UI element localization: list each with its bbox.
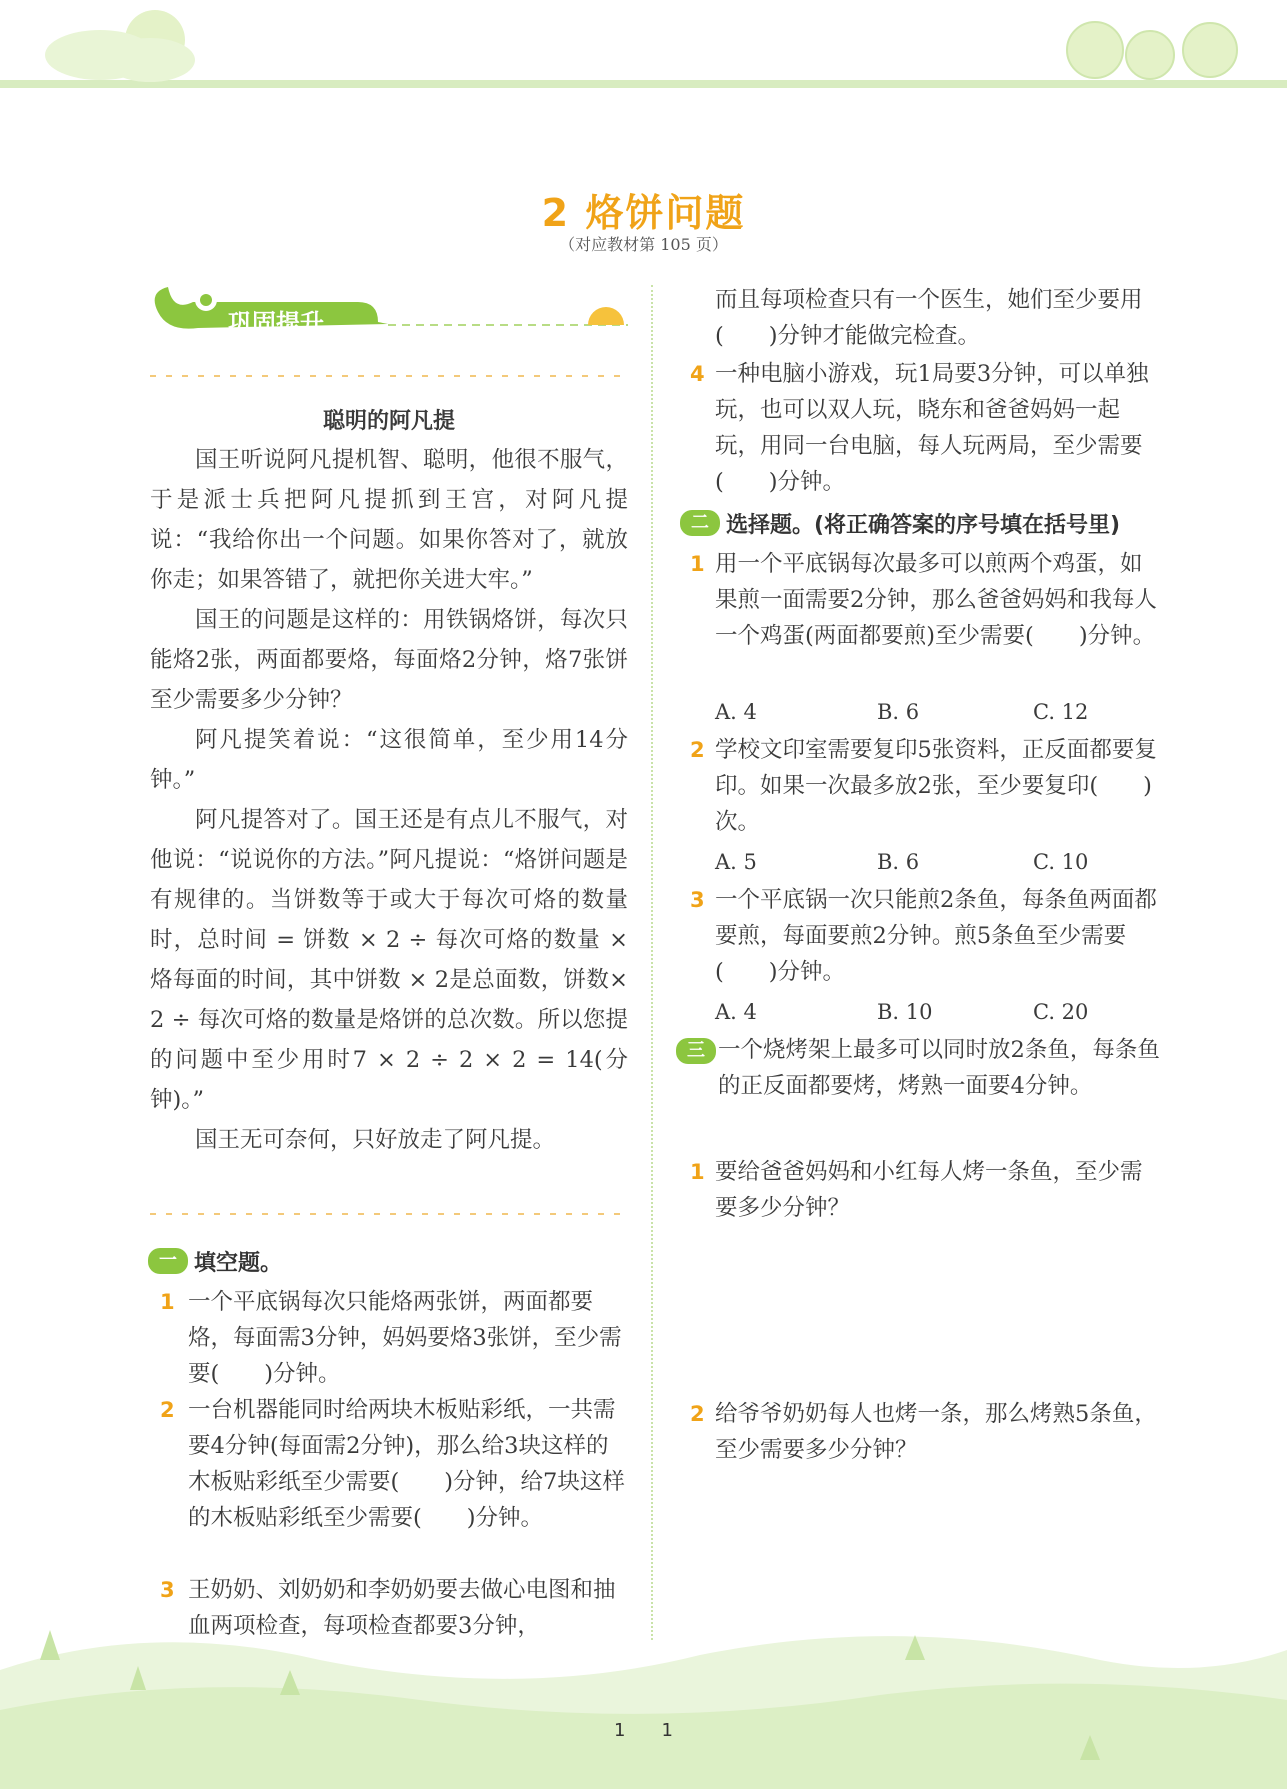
section3-badge: 三 bbox=[676, 1038, 716, 1064]
bottom-decoration bbox=[0, 1600, 1287, 1789]
divider-top bbox=[150, 370, 628, 382]
sun-cloud-icon bbox=[45, 10, 195, 82]
choice-b: B. 6 bbox=[877, 850, 920, 874]
s1-q4-text: 一种电脑小游戏，玩1局要3分钟，可以单独玩，也可以双人玩，晓东和爸爸妈妈一起玩，用同一台电脑，每人玩两局，至少需要( )分钟。 bbox=[715, 361, 1149, 495]
s1-q1-text: 一个平底锅每次只能烙两张饼，两面都要烙，每面需3分钟，妈妈要烙3张饼，至少需要( )分钟。 bbox=[188, 1289, 622, 1387]
page-title: 2 烙饼问题 bbox=[541, 191, 746, 235]
s1-q2-text: 一台机器能同时给两块木板贴彩纸，一共需要4分钟(每面需2分钟)，那么给3块这样的木板贴彩纸至少需要( )分钟，给7块这样的木板贴彩纸至少需要( )分钟。 bbox=[188, 1397, 625, 1531]
s1-q3-continued: 而且每项检查只有一个医生，她们至少要用( )分钟才能做完检查。 bbox=[715, 287, 1143, 349]
s2-q3-text: 一个平底锅一次只能煎2条鱼，每条鱼两面都要煎，每面要煎2分钟。煎5条鱼至少需要( )分钟。 bbox=[715, 887, 1157, 985]
section2-badge: 二 bbox=[680, 510, 720, 536]
column-divider bbox=[651, 285, 653, 1640]
section2-title: 选择题。(将正确答案的序号填在括号里) bbox=[726, 513, 1121, 538]
s2-q1-text: 用一个平底锅每次最多可以煎两个鸡蛋，如果煎一面需要2分钟，那么爸爸妈妈和我每人一个鸡蛋(两面都要煎)至少需要( )分钟。 bbox=[715, 551, 1157, 649]
page-subtitle: （对应教材第 105 页） bbox=[559, 235, 728, 254]
s1-q2-number: 2 bbox=[160, 1398, 175, 1422]
s2-q1-number: 1 bbox=[690, 552, 705, 576]
s1-q3-text: 王奶奶、刘奶奶和李奶奶要去做心电图和抽血两项检查，每项检查都要3分钟， bbox=[188, 1577, 616, 1639]
section3-title: 一个烧烤架上最多可以同时放2条鱼，每条鱼的正反面都要烤，烤熟一面要4分钟。 bbox=[718, 1037, 1160, 1099]
s2-q2-number: 2 bbox=[690, 738, 705, 762]
s2-q2-choices bbox=[715, 850, 1160, 880]
s1-q3-number: 3 bbox=[160, 1578, 175, 1602]
s3-q1-text: 要给爸爸妈妈和小红每人烤一条鱼，至少需要多少分钟？ bbox=[715, 1159, 1143, 1221]
choice-a: A. 4 bbox=[715, 1000, 757, 1024]
choice-a: A. 4 bbox=[715, 700, 757, 724]
top-decoration bbox=[0, 0, 1287, 100]
story-body bbox=[150, 440, 628, 1160]
s1-q4-number: 4 bbox=[690, 362, 705, 386]
s2-q2-text: 学校文印室需要复印5张资料，正反面都要复印。如果一次最多放2张，至少要复印( )次。 bbox=[715, 737, 1157, 835]
s2-q3-number: 3 bbox=[690, 888, 705, 912]
section-banner bbox=[148, 282, 628, 342]
story-paragraph: 阿凡提答对了。国王还是有点儿不服气，对他说：“说说你的方法。”阿凡提说：“烙饼问题是有规律的。当饼数等于或大于每次可烙的数量时，总时间 = 饼数 × 2 ÷ 每次可烙的数量 × 烙每面的时间，其中饼数 × 2是总面数，饼数× 2 ÷ 每次可烙的数量是烙饼的总次数。所以您提的问题中至少用时7 × 2 ÷ 2 × 2 = 14(分钟)。” bbox=[150, 807, 628, 1113]
s3-q2-text: 给爷爷奶奶每人也烤一条，那么烤熟5条鱼，至少需要多少分钟？ bbox=[715, 1401, 1157, 1463]
s2-q1-choices bbox=[715, 700, 1160, 730]
s3-q1-number: 1 bbox=[690, 1160, 705, 1184]
choice-b: B. 10 bbox=[877, 1000, 933, 1024]
s1-q1-number: 1 bbox=[160, 1290, 175, 1314]
story-paragraph: 阿凡提笑着说：“这很简单，至少用14分钟。” bbox=[150, 727, 628, 793]
choice-a: A. 5 bbox=[715, 850, 757, 874]
s2-q3-choices bbox=[715, 1000, 1160, 1030]
story-paragraph: 国王的问题是这样的：用铁锅烙饼，每次只能烙2张，两面都要烙，每面烙2分钟，烙7张饼至少需要多少分钟？ bbox=[150, 607, 628, 713]
section1-badge: 一 bbox=[148, 1248, 188, 1274]
choice-c: C. 10 bbox=[1033, 850, 1089, 874]
divider-bottom bbox=[150, 1208, 628, 1220]
s3-q2-number: 2 bbox=[690, 1402, 705, 1426]
story-paragraph: 国王无可奈何，只好放走了阿凡提。 bbox=[195, 1127, 556, 1153]
story-title: 聪明的阿凡提 bbox=[322, 409, 455, 434]
section-banner-label: 巩固提升 bbox=[228, 309, 324, 337]
page-number: 1 1 bbox=[614, 1720, 673, 1741]
section1-title: 填空题。 bbox=[194, 1251, 283, 1276]
story-paragraph: 国王听说阿凡提机智、聪明，他很不服气，于是派士兵把阿凡提抓到王宫，对阿凡提说：“我给你出一个问题。如果你答对了，就放你走；如果答错了，就把你关进大牢。” bbox=[150, 447, 628, 593]
choice-c: C. 12 bbox=[1033, 700, 1089, 724]
animal-faces-icon bbox=[1067, 22, 1237, 79]
choice-c: C. 20 bbox=[1033, 1000, 1089, 1024]
choice-b: B. 6 bbox=[877, 700, 920, 724]
